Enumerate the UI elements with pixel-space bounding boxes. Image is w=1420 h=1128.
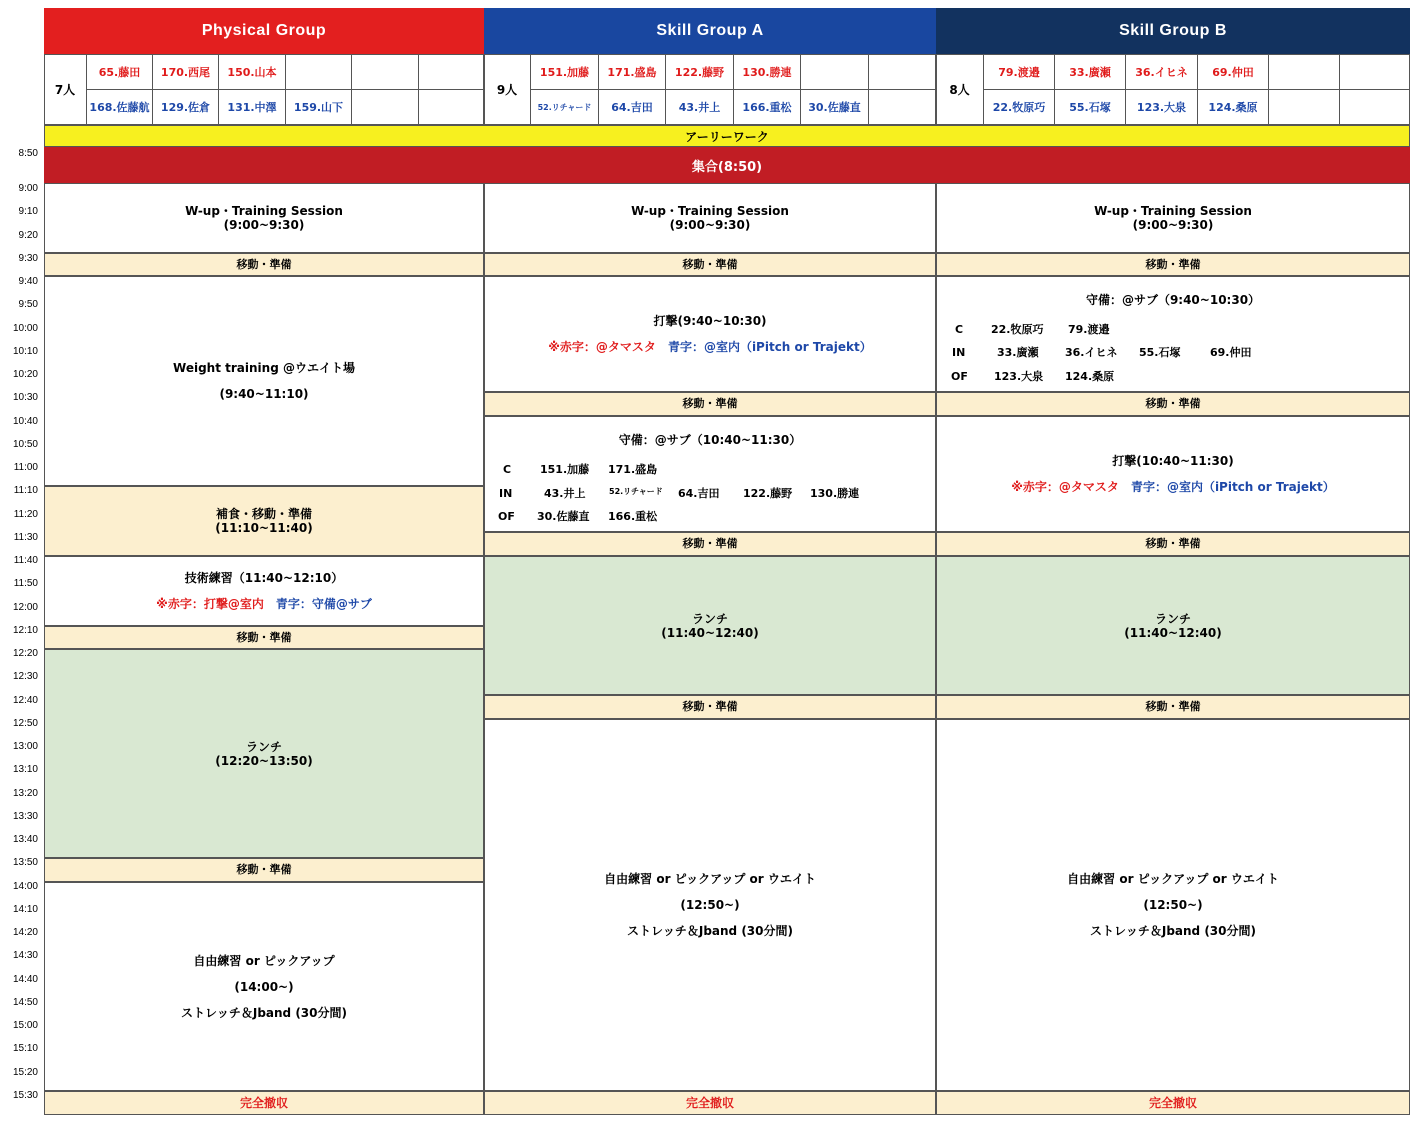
time-label: 13:10 [12,764,38,776]
time-label: 12:20 [12,648,38,659]
skill-b-blue-4: 124.桑原 [1197,89,1268,125]
skill-a-blue-2: 64.吉田 [598,89,665,125]
skill-b-row-c: C [955,323,964,336]
time-label: 11:30 [13,531,38,543]
skill-b-move-2: 移動・準備 [936,392,1410,416]
skill-a-red-2: 171.盛島 [598,54,665,89]
skill-b-empty-2 [1339,54,1410,89]
skill-a-c-1: 151.加藤 [540,463,590,476]
time-label: 11:40 [13,555,38,566]
time-label: 10:00 [12,322,38,334]
physical-red-3: 150.山本 [218,54,285,89]
skill-a-in-3: 64.吉田 [678,487,720,500]
time-label: 12:30 [12,671,38,683]
skill-a-in-2: 52.リチャード [609,487,663,496]
skill-a-bat: 打撃(9:40~10:30) ※赤字：@タマスタ 青字：@室内（iPitch or Trajekt） [484,276,936,392]
skill-a-in-1: 43.井上 [544,487,586,500]
gather-banner: 集合(8:50) [44,147,1410,183]
time-label: 15:10 [12,1043,38,1055]
skill-b-red-2: 33.廣瀬 [1054,54,1125,89]
time-label: 15:20 [12,1066,38,1078]
time-label: 14:50 [12,996,38,1008]
time-label: 12:00 [12,601,38,613]
physical-blue-4: 159.山下 [285,89,351,125]
time-label: 9:10 [18,206,38,218]
skill-a-in-4: 122.藤野 [743,487,793,500]
skill-b-in-1: 33.廣瀬 [997,346,1039,359]
skill-a-empty-3 [868,89,936,125]
time-label: 14:00 [12,880,38,892]
skill-b-move-3: 移動・準備 [936,532,1410,556]
early-work-banner: アーリーワーク [44,125,1410,147]
physical-blue-1: 168.佐藤航 [86,89,152,125]
physical-empty-4 [351,89,418,125]
time-label: 14:40 [12,973,38,985]
skill-a-row-c: C [503,463,512,476]
skill-b-c-2: 79.渡邉 [1068,323,1110,336]
time-label: 11:50 [13,578,38,590]
skill-a-empty-1 [800,54,868,89]
skill-a-count: 9人 [496,83,518,97]
time-label: 13:40 [12,834,38,845]
time-label: 10:50 [12,438,38,450]
physical-tech: 技術練習（11:40~12:10） ※赤字：打撃@室内 青字：守備@サブ [44,556,484,626]
skill-b-count: 8人 [949,83,970,97]
skill-a-move-2: 移動・準備 [484,392,936,416]
skill-b-bat: 打撃(10:40~11:30) ※赤字：@タマスタ 青字：@室内（iPitch or Trajekt） [936,416,1410,532]
time-label: 13:20 [12,787,38,799]
physical-group-header: Physical Group [44,8,484,54]
skill-b-move-4: 移動・準備 [936,695,1410,719]
skill-a-lunch: ランチ (11:40~12:40) [484,556,936,695]
physical-final: 完全撤収 [44,1091,484,1115]
time-label: 11:10 [13,485,38,497]
physical-empty-1 [285,54,351,89]
time-label: 10:10 [12,345,38,357]
skill-a-move-3: 移動・準備 [484,532,936,556]
skill-b-red-3: 36.イヒネ [1125,54,1197,89]
skill-b-lunch: ランチ (11:40~12:40) [936,556,1410,695]
time-label: 9:00 [18,183,38,194]
skill-a-of-1: 30.佐藤直 [537,510,590,523]
physical-empty-5 [418,89,484,125]
skill-a-free: 自由練習 or ピックアップ or ウエイト (12:50~) ストレッチ＆Jband (30分間) [484,719,936,1091]
skill-group-b-header: Skill Group B [936,8,1410,54]
skill-b-in-3: 55.石塚 [1139,346,1181,359]
skill-b-empty-3 [1268,89,1339,125]
skill-a-red-3: 122.藤野 [665,54,733,89]
time-label: 10:30 [12,392,38,404]
skill-a-blue-1: 52.リチャード [530,89,598,125]
time-label: 9:20 [18,229,38,241]
time-label: 15:00 [12,1020,38,1031]
skill-a-row-of: OF [498,510,515,523]
physical-blue-3: 131.中澤 [218,89,285,125]
time-label: 11:00 [13,462,38,473]
time-label: 14:30 [12,950,38,962]
skill-a-wup: W-up・Training Session (9:00~9:30) [484,183,936,253]
skill-b-red-4: 69.仲田 [1197,54,1268,89]
skill-group-a-header: Skill Group A [484,8,936,54]
skill-a-row-in: IN [499,487,513,500]
skill-b-row-of: OF [951,370,968,383]
skill-b-of-2: 124.桑原 [1065,370,1115,383]
skill-b-in-4: 69.仲田 [1210,346,1252,359]
skill-a-empty-2 [868,54,936,89]
skill-b-row-in: IN [952,346,966,359]
physical-empty-2 [351,54,418,89]
physical-snack: 補食・移動・準備 (11:10~11:40) [44,486,484,556]
skill-b-in-2: 36.イヒネ [1065,346,1118,359]
skill-b-blue-2: 55.石塚 [1054,89,1125,125]
time-label: 12:40 [12,694,38,706]
time-label: 11:20 [13,508,38,520]
time-label: 8:50 [18,148,38,159]
skill-a-red-4: 130.勝連 [733,54,800,89]
physical-free: 自由練習 or ピックアップ (14:00~) ストレッチ＆Jband (30分間) [44,882,484,1091]
skill-b-blue-1: 22.牧原巧 [983,89,1054,125]
physical-move-1: 移動・準備 [44,253,484,276]
physical-move-3: 移動・準備 [44,858,484,882]
skill-a-blue-3: 43.井上 [665,89,733,125]
time-label: 14:20 [12,927,38,938]
time-label: 10:40 [12,415,38,427]
skill-b-blue-3: 123.大泉 [1125,89,1197,125]
time-label: 12:10 [12,624,38,636]
skill-b-red-1: 79.渡邉 [983,54,1054,89]
physical-empty-3 [418,54,484,89]
skill-a-in-5: 130.勝連 [810,487,860,500]
skill-a-final: 完全撤収 [484,1091,936,1115]
physical-move-2: 移動・準備 [44,626,484,649]
skill-a-blue-5: 30.佐藤直 [800,89,868,125]
physical-red-2: 170.西尾 [152,54,218,89]
time-label: 14:10 [12,903,38,915]
physical-red-1: 65.藤田 [86,54,152,89]
time-label: 13:30 [12,810,38,822]
physical-weight: Weight training @ウエイト場 (9:40~11:10) [44,276,484,486]
skill-a-def: 守備：@サブ（10:40~11:30） [484,416,936,532]
time-label: 13:00 [12,741,38,752]
skill-a-c-2: 171.盛島 [608,463,658,476]
skill-b-of-1: 123.大泉 [994,370,1044,383]
physical-wup: W-up・Training Session (9:00~9:30) [44,183,484,253]
physical-blue-2: 129.佐倉 [152,89,218,125]
skill-b-wup: W-up・Training Session (9:00~9:30) [936,183,1410,253]
skill-a-blue-4: 166.重松 [733,89,800,125]
time-label: 9:50 [18,299,38,311]
skill-b-empty-4 [1339,89,1410,125]
skill-b-empty-1 [1268,54,1339,89]
skill-b-def: 守備：@サブ（9:40~10:30） [936,276,1410,392]
physical-count: 7人 [54,83,76,97]
skill-a-move-1: 移動・準備 [484,253,936,276]
skill-b-free: 自由練習 or ピックアップ or ウエイト (12:50~) ストレッチ＆Jband (30分間) [936,719,1410,1091]
skill-b-final: 完全撤収 [936,1091,1410,1115]
time-label: 9:40 [18,276,38,287]
time-label: 15:30 [12,1089,38,1101]
skill-a-move-4: 移動・準備 [484,695,936,719]
time-label: 13:50 [12,857,38,869]
physical-lunch: ランチ (12:20~13:50) [44,649,484,858]
skill-a-red-1: 151.加藤 [530,54,598,89]
time-label: 9:30 [18,252,38,264]
skill-b-move-1: 移動・準備 [936,253,1410,276]
time-label: 12:50 [12,717,38,729]
time-label: 10:20 [12,369,38,380]
skill-a-of-2: 166.重松 [608,510,658,523]
skill-b-c-1: 22.牧原巧 [991,323,1044,336]
